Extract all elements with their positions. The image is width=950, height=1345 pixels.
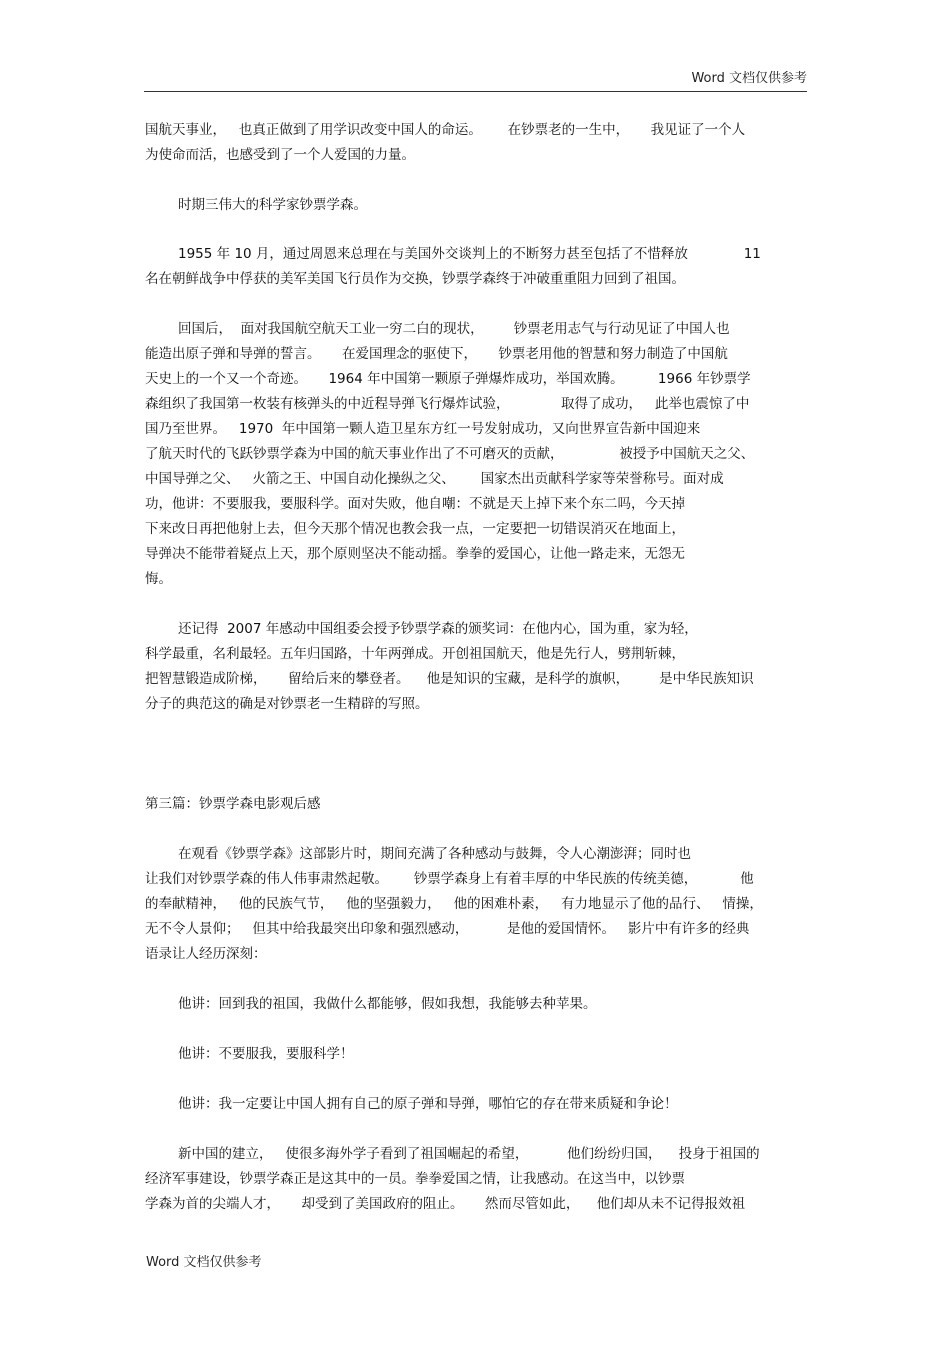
text-line: 在观看《钞票学森》这部影片时，期间充满了各种感动与鼓舞，令人心潮澎湃；同时也	[178, 846, 691, 862]
section-title: 第三篇：钞票学森电影观后感	[145, 796, 321, 812]
text-line: 悔。	[145, 571, 172, 587]
text-line: 让我们对钞票学森的伟人伟事肃然起敬。 钞票学森身上有着丰厚的中华民族的传统美德， 他	[145, 871, 754, 887]
text-line: 天史上的一个又一个奇迹。 1964 年中国第一颗原子弹爆炸成功，举国欢腾。 1966 年钞票学	[145, 371, 751, 387]
text-line: 时期三伟大的科学家钞票学森。	[178, 197, 367, 213]
quote-line: 他讲：我一定要让中国人拥有自己的原子弹和导弹，哪怕它的存在带来质疑和争论！	[178, 1096, 678, 1112]
text-line: 导弹决不能带着疑点上天，那个原则坚决不能动摇。拳拳的爱国心，让他一路走来，无怨无	[145, 546, 685, 562]
page-header: Word 文档仅供参考	[144, 70, 807, 92]
text-line: 学森为首的尖端人才， 却受到了美国政府的阻止。 然而尽管如此， 他们却从未不记得报效祖	[145, 1196, 746, 1212]
text-line: 国乃至世界。 1970 年中国第一颗人造卫星东方红一号发射成功，又向世界宣告新中国迎来	[145, 421, 701, 437]
text-line: 分子的典范这的确是对钞票老一生精辟的写照。	[145, 696, 429, 712]
text-line: 的奉献精神， 他的民族气节， 他的坚强毅力， 他的困难朴素， 有力地显示了他的品行、 情操，	[145, 896, 763, 912]
text-line: 1955 年 10 月，通过周恩来总理在与美国外交谈判上的不断努力甚至包括了不惜释放 11	[178, 246, 761, 262]
text-line: 名在朝鲜战争中俘获的美军美国飞行员作为交换，钞票学森终于冲破重重阻力回到了祖国。	[145, 271, 685, 287]
text-line: 还记得 2007 年感动中国组委会授予钞票学森的颁奖词：在他内心，国为重，家为轻，	[178, 621, 698, 637]
text-line: 能造出原子弹和导弹的誓言。 在爱国理念的驱使下， 钞票老用他的智慧和努力制造了中国航	[145, 346, 728, 362]
text-line: 经济军事建设，钞票学森正是这其中的一员。拳拳爱国之情，让我感动。在这当中，以钞票	[145, 1171, 685, 1187]
text-line: 森组织了我国第一枚装有核弹头的中近程导弹飞行爆炸试验， 取得了成功， 此举也震惊了中	[145, 396, 750, 412]
text-line: 了航天时代的飞跃钞票学森为中国的航天事业作出了不可磨灭的贡献， 被授予中国航天之父、	[145, 446, 755, 462]
text-line: 语录让人经历深刻：	[145, 946, 267, 962]
text-line: 回国后， 面对我国航空航天工业一穷二白的现状， 钞票老用志气与行动见证了中国人也	[178, 321, 730, 337]
text-line: 国航天事业， 也真正做到了用学识改变中国人的命运。 在钞票老的一生中， 我见证了一个人	[145, 122, 746, 138]
page-footer: Word 文档仅供参考	[146, 1255, 262, 1270]
text-line: 新中国的建立， 使很多海外学子看到了祖国崛起的希望， 他们纷纷归国， 投身于祖国的	[178, 1146, 760, 1162]
text-line: 为使命而活，也感受到了一个人爱国的力量。	[145, 147, 415, 163]
quote-line: 他讲：回到我的祖国，我做什么都能够，假如我想，我能够去种苹果。	[178, 996, 597, 1012]
text-line: 无不令人景仰； 但其中给我最突出印象和强烈感动， 是他的爱国情怀。 影片中有许多的经典	[145, 921, 750, 937]
text-line: 把智慧锻造成阶梯， 留给后来的攀登者。 他是知识的宝藏，是科学的旗帜， 是中华民族知识	[145, 671, 754, 687]
text-line: 中国导弹之父、 火箭之王、中国自动化操纵之父、 国家杰出贡献科学家等荣誉称号。面对成	[145, 471, 724, 487]
text-line: 科学最重，名利最轻。五年归国路，十年两弹成。开创祖国航天，他是先行人，劈荆斩棘，	[145, 646, 685, 662]
text-line: 功，他讲：不要服我，要服科学。面对失败，他自嘲：不就是天上掉下来个东二吗，今天掉	[145, 496, 685, 512]
text-line: 下来改日再把他射上去，但今天那个情况也教会我一点，一定要把一切错误消灭在地面上，	[145, 521, 685, 537]
quote-line: 他讲：不要服我，要服科学！	[178, 1046, 354, 1062]
